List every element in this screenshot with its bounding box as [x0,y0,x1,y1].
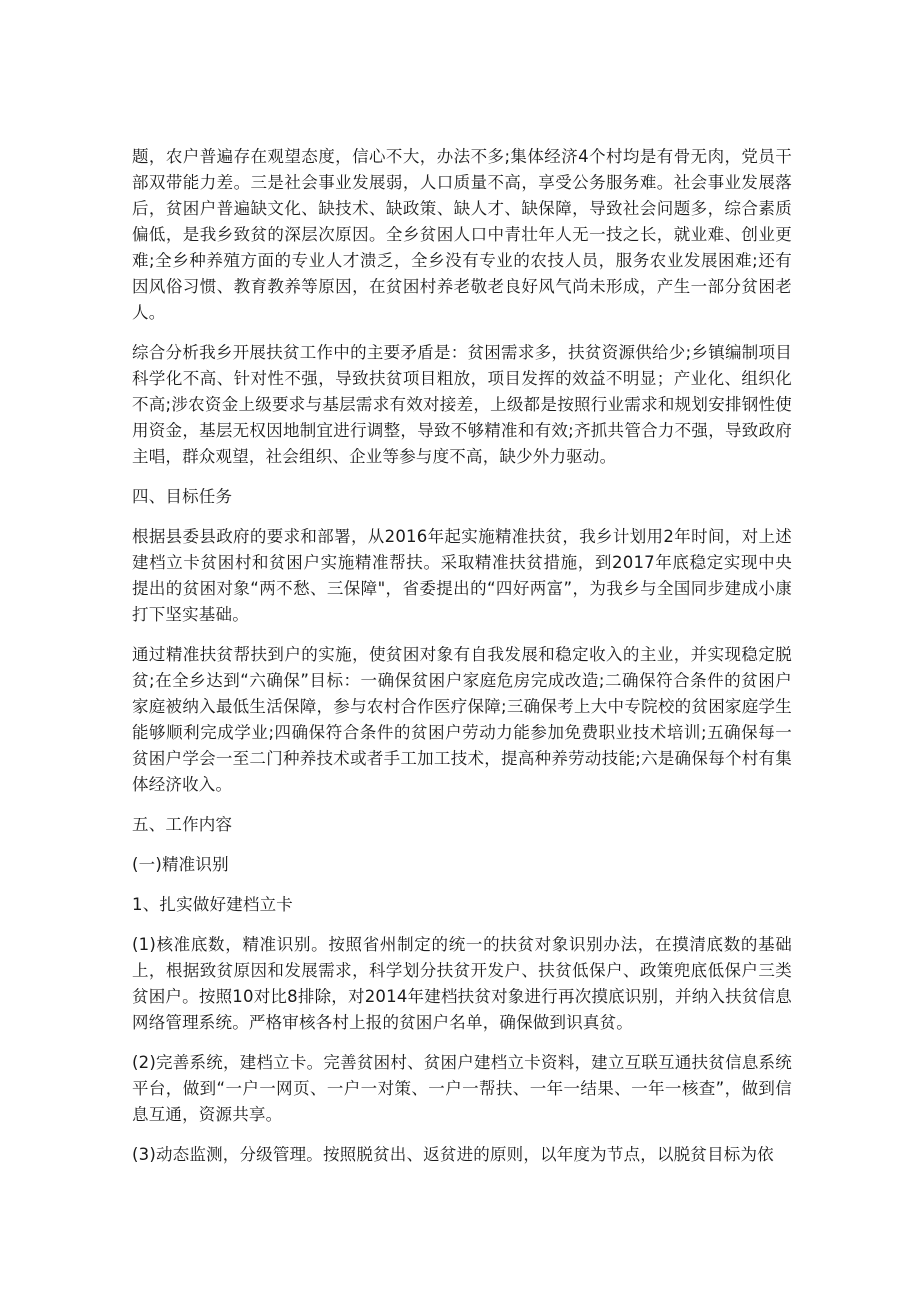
subsection-heading-precise-identification: (一)精准识别 [132,855,229,874]
paragraph-six-guarantees: 通过精准扶贫帮扶到户的实施，使贫困对象有自我发展和稳定收入的主业，并实现稳定脱贫;在全乡达到“六确保”目标：一确保贫困户家庭危房完成改造;二确保符合条件的贫困户家庭被纳入最低生活保障，参与农村合作医疗保障;三确保考上大中专院校的贫困家庭学生能够顺利完成学业;四确保符合条件的贫困户劳动力能参加免费职业技术培训;五确保每一贫困户学会一至二门种养技术或者手工加工技术，提高种养劳动技能;六是确保每个村有集体经济收入。 [132,645,792,794]
paragraph-item-3: (3)动态监测，分级管理。按照脱贫出、返贫进的原则，以年度为节点，以脱贫目标为依 [132,1145,774,1164]
paragraph-item-1: (1)核准底数，精准识别。按照省州制定的统一的扶贫对象识别办法，在摸清底数的基础上，根据致贫原因和发展需求，科学划分扶贫开发户、扶贫低保户、政策兜底低保户三类贫困户。按照10对比8排除，对2014年建档扶贫对象进行再次摸底识别，并纳入扶贫信息网络管理系统。严格审核各村上报的贫困户名单，确保做到识真贫。 [132,935,792,1032]
paragraph-item-2: (2)完善系统，建档立卡。完善贫困村、贫困户建档立卡资料，建立互联互通扶贫信息系统平台，做到“一户一网页、一户一对策、一户一帮扶、一年一结果、一年一核查”，做到信息互通，资源共享。 [132,1053,792,1124]
document-body [132,144,792,1182]
item-heading-filing: 1、扎实做好建档立卡 [132,895,293,914]
paragraph-social-development: 题，农户普遍存在观望态度，信心不大，办法不多;集体经济4个村均是有骨无肉，党员干部双带能力差。三是社会事业发展弱，人口质量不高，享受公务服务难。社会事业发展落后，贫困户普遍缺文化、缺技术、缺政策、缺人才、缺保障，导致社会问题多，综合素质偏低，是我乡致贫的深层次原因。全乡贫困人口中青壮年人无一技之长，就业难、创业更难;全乡种养殖方面的专业人才溃乏，全乡没有专业的农技人员，服务农业发展困难;还有因风俗习惯、教育教养等原因，在贫困村养老敬老良好风气尚未形成，产生一部分贫困老人。 [132,147,792,322]
paragraph-goals-plan: 根据县委县政府的要求和部署，从2016年起实施精准扶贫，我乡计划用2年时间，对上述建档立卡贫困村和贫困户实施精准帮扶。采取精准扶贫措施，到2017年底稳定实现中央提出的贫困对象“两不愁、三保障"，省委提出的“四好两富”，为我乡与全国同步建成小康打下坚实基础。 [132,527,792,624]
section-heading-goals: 四、目标任务 [132,487,233,506]
paragraph-main-contradictions: 综合分析我乡开展扶贫工作中的主要矛盾是：贫困需求多，扶贫资源供给少;乡镇编制项目科学化不高、针对性不强，导致扶贫项目粗放，项目发挥的效益不明显；产业化、组织化不高;涉农资金上级要求与基层需求有效对接差，上级都是按照行业需求和规划安排钢性使用资金，基层无权因地制宜进行调整，导致不够精准和有效;齐抓共管合力不强，导致政府主唱，群众观望，社会组织、企业等参与度不高，缺少外力驱动。 [132,343,792,466]
section-heading-work-content: 五、工作内容 [132,815,233,834]
